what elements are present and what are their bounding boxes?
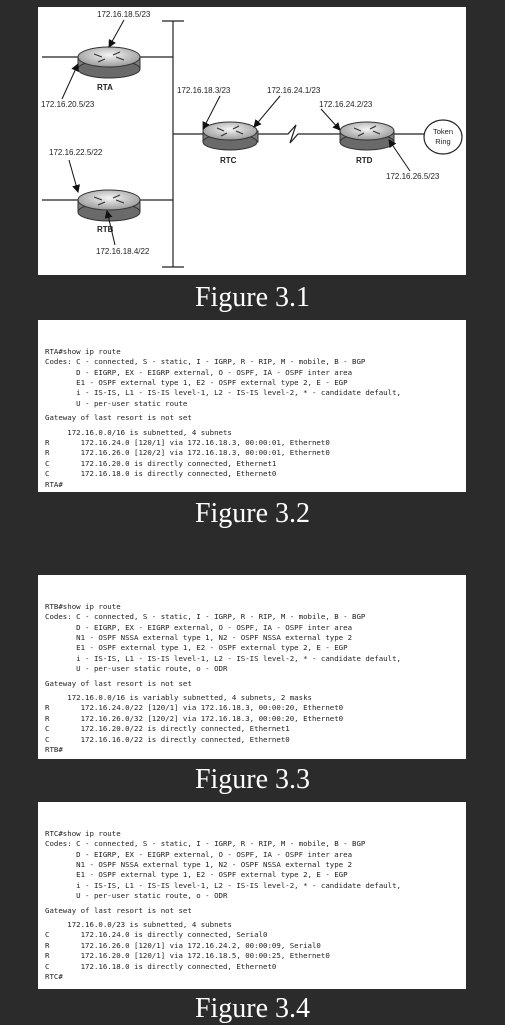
router-label-rtd: RTD bbox=[356, 156, 373, 165]
terminal-line: Codes: C - connected, S - static, I - IGRP, R - RIP, M - mobile, B - BGP bbox=[45, 612, 366, 622]
terminal-line: C 172.16.16.0/22 is directly connected, Ethernet0 bbox=[45, 734, 290, 744]
terminal-line: i - IS-IS, L1 - IS-IS level-1, L2 - IS-IS level-2, * - candidate default, bbox=[45, 388, 401, 398]
terminal-output bbox=[45, 347, 459, 490]
figure-3-3-rtb-route-table bbox=[38, 575, 466, 759]
terminal-line: Gateway of last resort is not set bbox=[45, 905, 192, 915]
router-label-rtc: RTC bbox=[220, 156, 237, 165]
terminal-line: R 172.16.20.0 [120/1] via 172.16.18.5, 00:00:25, Ethernet0 bbox=[45, 951, 330, 961]
terminal-line: C 172.16.24.0 is directly connected, Serial0 bbox=[45, 930, 268, 940]
figure-3-2-rta-route-table bbox=[38, 320, 466, 492]
terminal-output bbox=[45, 602, 459, 755]
terminal-line: RTA# bbox=[45, 479, 63, 489]
terminal-line: C 172.16.18.0 is directly connected, Ethernet0 bbox=[45, 961, 277, 971]
terminal-line: 172.16.0.0/23 is subnetted, 4 subnets bbox=[45, 919, 232, 929]
address-rtb-bottom: 172.16.18.4/22 bbox=[96, 247, 150, 256]
figure-caption-3-4: Figure 3.4 bbox=[194, 993, 311, 1024]
terminal-line: E1 - OSPF external type 1, E2 - OSPF external type 2, E - EGP bbox=[45, 377, 348, 387]
terminal-line: C 172.16.20.0/22 is directly connected, Ethernet1 bbox=[45, 724, 290, 734]
terminal-line: E1 - OSPF external type 1, E2 - OSPF external type 2, E - EGP bbox=[45, 870, 348, 880]
terminal-line: C 172.16.20.0 is directly connected, Ethernet1 bbox=[45, 458, 277, 468]
figure-caption-3-3: Figure 3.3 bbox=[194, 764, 311, 795]
terminal-output bbox=[45, 829, 459, 982]
terminal-line: RTB# bbox=[45, 744, 63, 754]
figure-3-4-rtc-route-table bbox=[38, 802, 466, 989]
address-rtb-top: 172.16.22.5/22 bbox=[49, 148, 103, 157]
terminal-line: Gateway of last resort is not set bbox=[45, 413, 192, 423]
router-label-rta: RTA bbox=[97, 83, 113, 92]
router-rta-icon bbox=[78, 47, 140, 78]
terminal-line: 172.16.0.0/16 is subnetted, 4 subnets bbox=[45, 427, 232, 437]
terminal-line: RTC#show ip route bbox=[45, 828, 121, 838]
figure-3-1-diagram bbox=[38, 7, 466, 275]
address-rtc-serial: 172.16.24.1/23 bbox=[267, 86, 321, 95]
terminal-line: Codes: C - connected, S - static, I - IGRP, R - RIP, M - mobile, B - BGP bbox=[45, 357, 366, 367]
terminal-line: R 172.16.26.0/32 [120/2] via 172.16.18.3, 00:00:20, Ethernet0 bbox=[45, 713, 344, 723]
network-diagram bbox=[38, 7, 466, 275]
terminal-line: N1 - OSPF NSSA external type 1, N2 - OSPF NSSA external type 2 bbox=[45, 859, 353, 869]
terminal-line: D - EIGRP, EX - EIGRP external, O - OSPF, IA - OSPF inter area bbox=[45, 849, 353, 859]
token-ring-label-line1: Token bbox=[432, 127, 454, 136]
terminal-line: i - IS-IS, L1 - IS-IS level-1, L2 - IS-IS level-2, * - candidate default, bbox=[45, 653, 401, 663]
terminal-line: E1 - OSPF external type 1, E2 - OSPF external type 2, E - EGP bbox=[45, 643, 348, 653]
terminal-line: Codes: C - connected, S - static, I - IGRP, R - RIP, M - mobile, B - BGP bbox=[45, 839, 366, 849]
token-ring-label-line2: Ring bbox=[435, 137, 451, 146]
terminal-line: 172.16.0.0/16 is variably subnetted, 4 subnets, 2 masks bbox=[45, 692, 312, 702]
router-rtd-icon bbox=[340, 122, 394, 150]
terminal-line: Gateway of last resort is not set bbox=[45, 678, 192, 688]
terminal-line: U - per-user static route bbox=[45, 398, 188, 408]
terminal-line: RTC# bbox=[45, 971, 63, 981]
figure-caption-3-2: Figure 3.2 bbox=[194, 498, 311, 529]
terminal-line: U - per-user static route, o - ODR bbox=[45, 664, 228, 674]
terminal-line: C 172.16.18.0 is directly connected, Ethernet0 bbox=[45, 469, 277, 479]
terminal-line: D - EIGRP, EX - EIGRP external, O - OSPF, IA - OSPF inter area bbox=[45, 367, 353, 377]
terminal-line: RTB#show ip route bbox=[45, 601, 121, 611]
router-rtc-icon bbox=[203, 122, 258, 150]
serial-link bbox=[258, 125, 340, 143]
terminal-line: RTA#show ip route bbox=[45, 346, 121, 356]
router-label-rtb: RTB bbox=[97, 225, 114, 234]
terminal-line: N1 - OSPF NSSA external type 1, N2 - OSPF NSSA external type 2 bbox=[45, 632, 353, 642]
address-rtd-serial: 172.16.24.2/23 bbox=[319, 100, 373, 109]
terminal-line: i - IS-IS, L1 - IS-IS level-1, L2 - IS-IS level-2, * - candidate default, bbox=[45, 880, 401, 890]
address-rtd-token-ring: 172.16.26.5/23 bbox=[386, 172, 440, 181]
address-rta-top: 172.16.18.5/23 bbox=[97, 10, 151, 19]
figure-caption-3-1: Figure 3.1 bbox=[194, 282, 311, 313]
terminal-line: R 172.16.26.0 [120/1] via 172.16.24.2, 00:00:09, Serial0 bbox=[45, 940, 321, 950]
terminal-line: R 172.16.24.0/22 [120/1] via 172.16.18.3, 00:00:20, Ethernet0 bbox=[45, 703, 344, 713]
router-rtb-icon bbox=[78, 190, 140, 221]
address-rta-left: 172.16.20.5/23 bbox=[41, 100, 95, 109]
address-rtc-ethernet: 172.16.18.3/23 bbox=[177, 86, 231, 95]
terminal-line: U - per-user static route, o - ODR bbox=[45, 891, 228, 901]
terminal-line: R 172.16.24.0 [120/1] via 172.16.18.3, 00:00:01, Ethernet0 bbox=[45, 437, 330, 447]
terminal-line: R 172.16.26.0 [120/2] via 172.16.18.3, 00:00:01, Ethernet0 bbox=[45, 448, 330, 458]
terminal-line: D - EIGRP, EX - EIGRP external, O - OSPF, IA - OSPF inter area bbox=[45, 622, 353, 632]
